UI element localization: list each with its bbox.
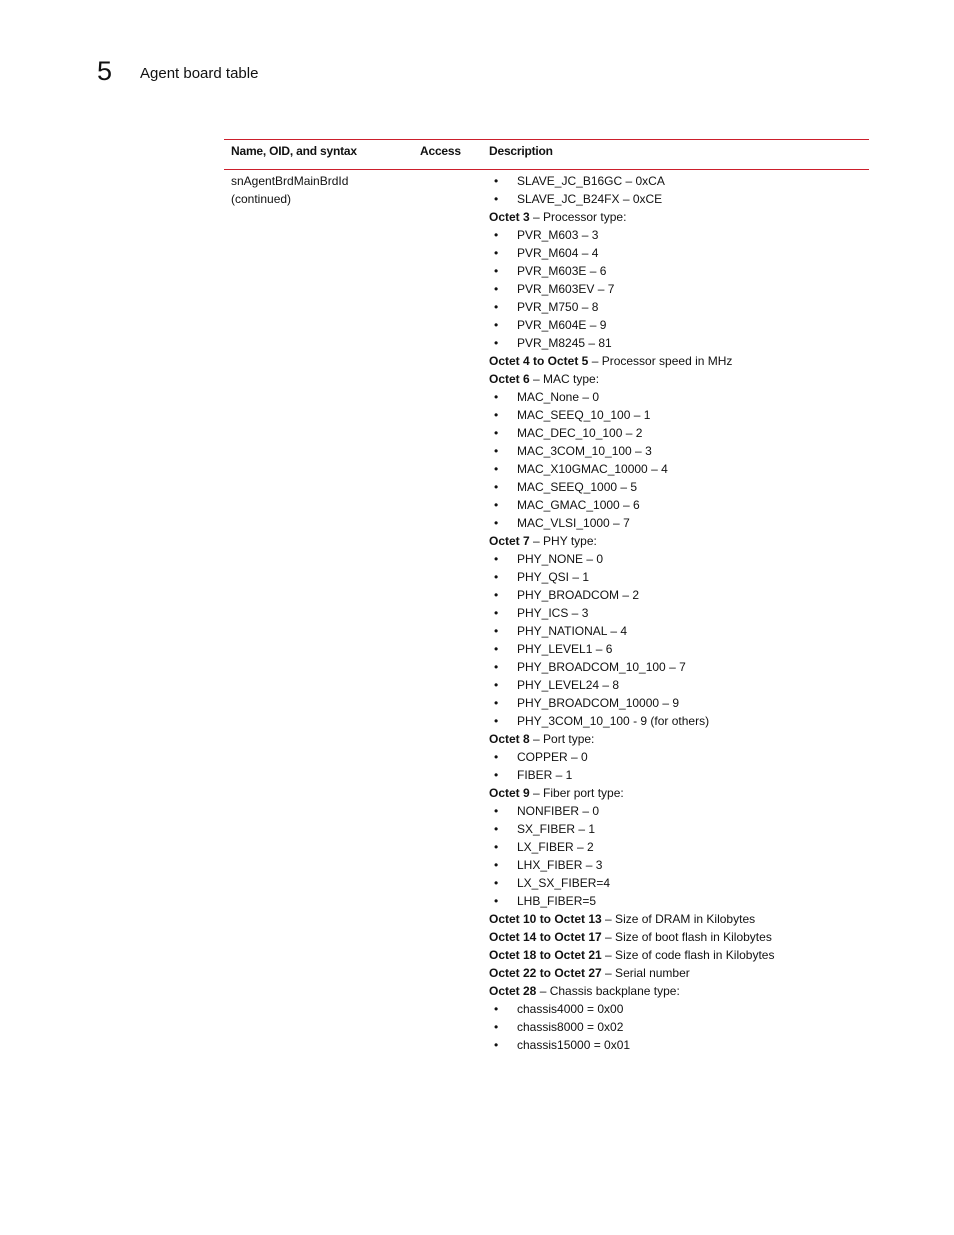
bullet-text: PVR_M603 – 3 xyxy=(517,228,599,242)
bullet-text: LHX_FIBER – 3 xyxy=(517,858,603,872)
octet-description: – Port type: xyxy=(529,732,595,746)
bullet-icon: • xyxy=(494,840,499,854)
octet-label: Octet 9 xyxy=(489,786,530,800)
bullet-text: PHY_BROADCOM – 2 xyxy=(517,588,640,602)
chapter-number: 5 xyxy=(97,56,113,86)
octet-description: – Size of boot flash in Kilobytes xyxy=(601,930,772,944)
description-bullet-item xyxy=(489,442,869,460)
bullet-icon: • xyxy=(494,264,499,278)
bullet-icon: • xyxy=(494,174,499,188)
bullet-icon: • xyxy=(494,246,499,260)
octet-heading xyxy=(489,910,869,928)
bullet-text: PVR_M750 – 8 xyxy=(517,300,599,314)
bullet-text: MAC_3COM_10_100 – 3 xyxy=(517,444,652,458)
description-bullet-item xyxy=(489,838,869,856)
bullet-text: PHY_QSI – 1 xyxy=(517,570,590,584)
octet-label: Octet 6 xyxy=(489,372,530,386)
continued-note: (continued) xyxy=(231,192,292,206)
bullet-icon: • xyxy=(494,624,499,638)
description-bullet-item xyxy=(489,1000,869,1018)
description-bullet-item xyxy=(489,856,869,874)
description-cell xyxy=(489,172,869,1054)
bullet-icon: • xyxy=(494,858,499,872)
bullet-text: PVR_M604 – 4 xyxy=(517,246,599,260)
table-header-rule xyxy=(224,169,869,170)
bullet-text: PHY_BROADCOM_10_100 – 7 xyxy=(517,660,686,674)
bullet-text: PHY_LEVEL1 – 6 xyxy=(517,642,613,656)
description-bullet-item xyxy=(489,712,869,730)
description-bullet-item xyxy=(489,820,869,838)
bullet-icon: • xyxy=(494,408,499,422)
bullet-icon: • xyxy=(494,660,499,674)
bullet-text: PHY_LEVEL24 – 8 xyxy=(517,678,620,692)
bullet-icon: • xyxy=(494,894,499,908)
description-bullet-item xyxy=(489,748,869,766)
bullet-text: MAC_VLSI_1000 – 7 xyxy=(517,516,630,530)
bullet-text: PHY_NONE – 0 xyxy=(517,552,604,566)
bullet-icon: • xyxy=(494,228,499,242)
octet-heading xyxy=(489,982,869,1000)
description-bullet-item xyxy=(489,874,869,892)
header-name-oid-syntax: Name, OID, and syntax xyxy=(231,144,357,158)
description-bullet-item xyxy=(489,334,869,352)
bullet-icon: • xyxy=(494,318,499,332)
description-bullet-item xyxy=(489,190,869,208)
octet-label: Octet 8 xyxy=(489,732,530,746)
octet-description: – Fiber port type: xyxy=(529,786,624,800)
bullet-icon: • xyxy=(494,336,499,350)
description-bullet-item xyxy=(489,514,869,532)
bullet-icon: • xyxy=(494,462,499,476)
description-bullet-item xyxy=(489,496,869,514)
description-bullet-item xyxy=(489,586,869,604)
description-bullet-item xyxy=(489,406,869,424)
description-bullet-item xyxy=(489,226,869,244)
bullet-text: PVR_M8245 – 81 xyxy=(517,336,612,350)
description-bullet-item xyxy=(489,640,869,658)
bullet-icon: • xyxy=(494,444,499,458)
bullet-icon: • xyxy=(494,516,499,530)
description-bullet-item xyxy=(489,550,869,568)
octet-heading xyxy=(489,370,869,388)
description-bullet-item xyxy=(489,568,869,586)
octet-description: – Processor speed in MHz xyxy=(588,354,733,368)
octet-heading xyxy=(489,964,869,982)
description-bullet-item xyxy=(489,1036,869,1054)
octet-description: – Size of DRAM in Kilobytes xyxy=(601,912,756,926)
bullet-text: PHY_3COM_10_100 - 9 (for others) xyxy=(517,714,710,728)
bullet-text: COPPER – 0 xyxy=(517,750,588,764)
bullet-icon: • xyxy=(494,282,499,296)
bullet-icon: • xyxy=(494,1038,499,1052)
mib-table xyxy=(224,139,869,1052)
description-bullet-item xyxy=(489,316,869,334)
description-bullet-item xyxy=(489,658,869,676)
bullet-text: MAC_SEEQ_10_100 – 1 xyxy=(517,408,651,422)
octet-label: Octet 4 to Octet 5 xyxy=(489,354,589,368)
chapter-title: Agent board table xyxy=(140,65,259,82)
description-bullet-item xyxy=(489,802,869,820)
bullet-text: chassis4000 = 0x00 xyxy=(517,1002,624,1016)
bullet-icon: • xyxy=(494,714,499,728)
description-bullet-item xyxy=(489,172,869,190)
octet-label: Octet 18 to Octet 21 xyxy=(489,948,602,962)
bullet-text: SX_FIBER – 1 xyxy=(517,822,596,836)
octet-heading xyxy=(489,928,869,946)
bullet-text: LX_SX_FIBER=4 xyxy=(517,876,611,890)
octet-label: Octet 3 xyxy=(489,210,530,224)
octet-heading xyxy=(489,532,869,550)
bullet-text: LX_FIBER – 2 xyxy=(517,840,594,854)
bullet-text: SLAVE_JC_B24FX – 0xCE xyxy=(517,192,663,206)
octet-description: – Serial number xyxy=(601,966,690,980)
bullet-icon: • xyxy=(494,642,499,656)
bullet-text: PVR_M603E – 6 xyxy=(517,264,607,278)
bullet-text: chassis15000 = 0x01 xyxy=(517,1038,631,1052)
bullet-text: SLAVE_JC_B16GC – 0xCA xyxy=(517,174,665,188)
octet-label: Octet 7 xyxy=(489,534,530,548)
table-header xyxy=(224,140,869,169)
description-bullet-item xyxy=(489,892,869,910)
bullet-text: FIBER – 1 xyxy=(517,768,573,782)
bullet-text: PVR_M604E – 9 xyxy=(517,318,607,332)
octet-heading xyxy=(489,208,869,226)
bullet-icon: • xyxy=(494,480,499,494)
description-bullet-item xyxy=(489,262,869,280)
bullet-icon: • xyxy=(494,300,499,314)
bullet-text: LHB_FIBER=5 xyxy=(517,894,597,908)
bullet-text: NONFIBER – 0 xyxy=(517,804,600,818)
description-bullet-item xyxy=(489,694,869,712)
bullet-text: PHY_ICS – 3 xyxy=(517,606,589,620)
octet-description: – Chassis backplane type: xyxy=(536,984,680,998)
octet-heading xyxy=(489,784,869,802)
bullet-icon: • xyxy=(494,678,499,692)
description-bullet-item xyxy=(489,460,869,478)
bullet-text: MAC_GMAC_1000 – 6 xyxy=(517,498,640,512)
bullet-icon: • xyxy=(494,804,499,818)
description-bullet-item xyxy=(489,298,869,316)
octet-label: Octet 10 to Octet 13 xyxy=(489,912,602,926)
bullet-text: MAC_X10GMAC_10000 – 4 xyxy=(517,462,668,476)
octet-label: Octet 22 to Octet 27 xyxy=(489,966,602,980)
bullet-icon: • xyxy=(494,552,499,566)
description-bullet-item xyxy=(489,622,869,640)
bullet-icon: • xyxy=(494,822,499,836)
octet-label: Octet 28 xyxy=(489,984,537,998)
description-bullet-item xyxy=(489,676,869,694)
bullet-icon: • xyxy=(494,498,499,512)
name-cell xyxy=(231,172,348,208)
bullet-text: MAC_DEC_10_100 – 2 xyxy=(517,426,643,440)
description-bullet-item xyxy=(489,280,869,298)
object-name: snAgentBrdMainBrdId xyxy=(231,174,349,188)
bullet-icon: • xyxy=(494,570,499,584)
bullet-icon: • xyxy=(494,1002,499,1016)
octet-heading xyxy=(489,946,869,964)
description-bullet-item xyxy=(489,1018,869,1036)
header-access: Access xyxy=(420,144,461,158)
bullet-icon: • xyxy=(494,696,499,710)
bullet-icon: • xyxy=(494,1020,499,1034)
bullet-icon: • xyxy=(494,876,499,890)
bullet-icon: • xyxy=(494,768,499,782)
bullet-icon: • xyxy=(494,750,499,764)
bullet-text: chassis8000 = 0x02 xyxy=(517,1020,624,1034)
octet-description: – Size of code flash in Kilobytes xyxy=(601,948,775,962)
octet-description: – PHY type: xyxy=(529,534,597,548)
description-bullet-item xyxy=(489,388,869,406)
octet-heading xyxy=(489,730,869,748)
description-bullet-item xyxy=(489,424,869,442)
octet-label: Octet 14 to Octet 17 xyxy=(489,930,602,944)
octet-description: – Processor type: xyxy=(529,210,627,224)
description-bullet-item xyxy=(489,478,869,496)
bullet-text: MAC_SEEQ_1000 – 5 xyxy=(517,480,638,494)
description-bullet-item xyxy=(489,604,869,622)
bullet-text: PHY_NATIONAL – 4 xyxy=(517,624,628,638)
bullet-icon: • xyxy=(494,588,499,602)
bullet-icon: • xyxy=(494,390,499,404)
bullet-text: PVR_M603EV – 7 xyxy=(517,282,615,296)
octet-description: – MAC type: xyxy=(529,372,600,386)
bullet-text: MAC_None – 0 xyxy=(517,390,600,404)
bullet-icon: • xyxy=(494,606,499,620)
bullet-text: PHY_BROADCOM_10000 – 9 xyxy=(517,696,680,710)
octet-heading xyxy=(489,352,869,370)
description-bullet-item xyxy=(489,766,869,784)
description-bullet-item xyxy=(489,244,869,262)
bullet-icon: • xyxy=(494,192,499,206)
header-description: Description xyxy=(489,144,553,158)
bullet-icon: • xyxy=(494,426,499,440)
